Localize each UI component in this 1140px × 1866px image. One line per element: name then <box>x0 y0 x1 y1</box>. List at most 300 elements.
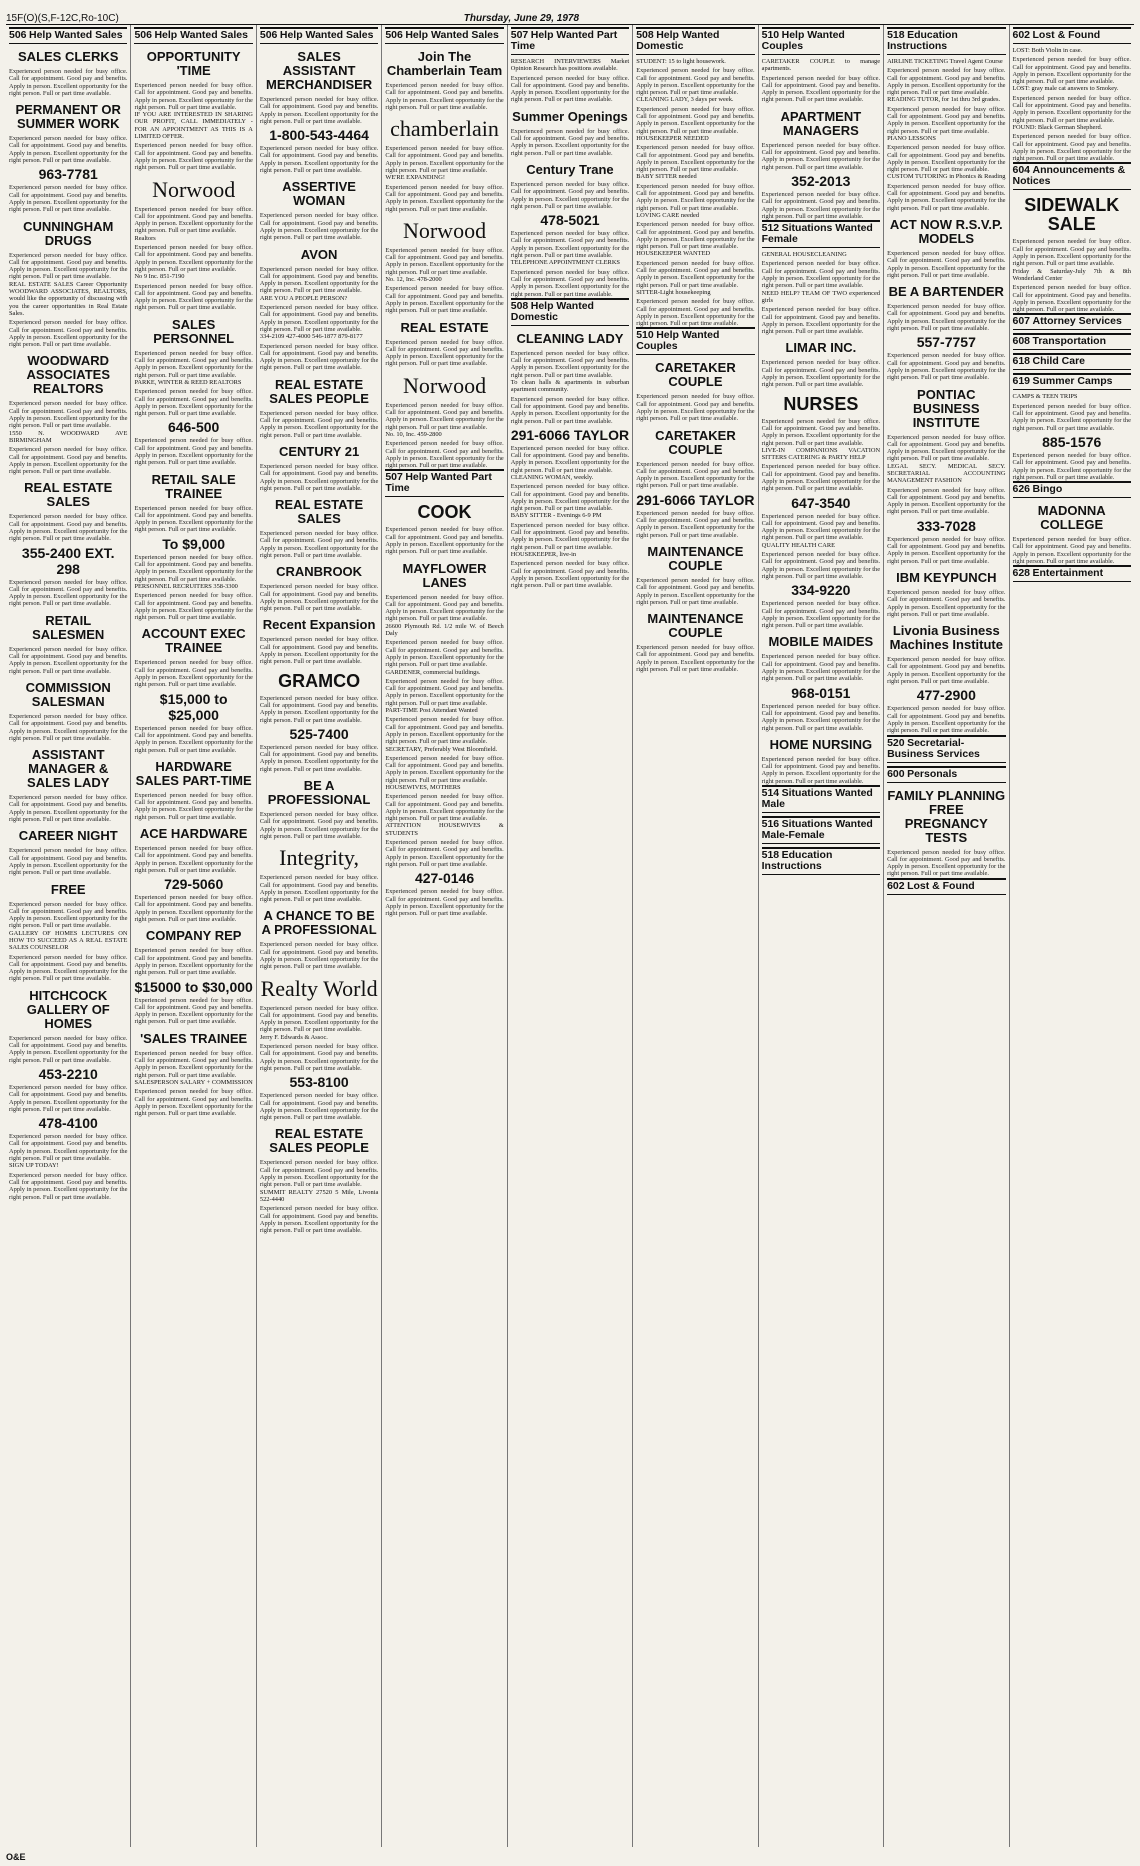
ad-body: Experienced person needed for busy office. Call for appointment. Good pay and benefits. Apply in person. Excellent opportunity for the right person. Full or part time available. <box>1012 284 1131 314</box>
column-8 <box>884 25 1009 1847</box>
ad-logo-text: Norwood <box>402 372 487 398</box>
section-title: Secretarial-Business Services <box>887 736 980 760</box>
ad-headline: COMPANY REP <box>145 928 242 944</box>
ad-phone: 963-7781 <box>38 166 98 183</box>
ad-body: Experienced person needed for busy office. Call for appointment. Good pay and benefits. Apply in person. Excellent opportunity for the right person. Full or part time available. <box>9 513 128 543</box>
section-header <box>887 766 1005 783</box>
ad-headline: CARETAKER COUPLE <box>655 427 736 457</box>
ad-phone: 477-2900 <box>916 687 976 704</box>
section-title: Help Wanted Couples <box>636 329 720 353</box>
section-title: Lost & Found <box>907 879 975 892</box>
ad-body: Experienced person needed for busy office. Call for appointment. Good pay and benefits. Apply in person. Excellent opportunity for the right person. Full or part time available. <box>259 941 379 971</box>
ad-body: Experienced person needed for busy office. Call for appointment. Good pay and benefits. Apply in person. Excellent opportunity for the right person. Full or part time available. <box>134 437 253 467</box>
section-header <box>134 27 252 44</box>
ad-body: Experienced person needed for busy office. Call for appointment. Good pay and benefits. Apply in person. Excellent opportunity for the right person. Full or part time available. <box>9 712 128 742</box>
section-number: 518 <box>887 29 905 41</box>
section-header <box>1013 373 1131 390</box>
ad-headline: APARTMENT MANAGERS <box>780 108 862 138</box>
ad-body: Experienced person needed for busy office. Call for appointment. Good pay and benefits. Apply in person. Excellent opportunity for the right person. Full or part time available. <box>636 644 755 674</box>
ad-headline: REAL ESTATE SALES PEOPLE <box>269 376 369 406</box>
section-title: Transportation <box>1032 335 1107 348</box>
footer-code: O&E <box>6 1852 26 1862</box>
ad-body: Experienced person needed for busy office. Call for appointment. Good pay and benefits. Apply in person. Excellent opportunity for the right person. Full or part time available. <box>134 1088 253 1118</box>
ad-phone: 525-7400 <box>289 725 349 742</box>
ad-body: Experienced person needed for busy office. Call for appointment. Good pay and benefits. Apply in person. Excellent opportunity for the right person. Full or part time available. <box>510 127 630 157</box>
ad-headline: 'SALES TRAINEE <box>140 1030 248 1046</box>
ad-body: Experienced person needed for busy office. Call for appointment. Good pay and benefits. Apply in person. Excellent opportunity for the right person. Full or part time available. <box>510 180 630 210</box>
ad-headline: SALES ASSISTANT MERCHANDISER <box>266 49 373 92</box>
ad-text: No. 12, Inc. 478-2000 <box>385 276 442 284</box>
ad-logo-text: Norwood <box>402 217 487 243</box>
section-number: 604 <box>1012 164 1031 177</box>
section-number: 619 <box>1012 375 1031 388</box>
ad-text: LOST: Both Violin in case. <box>1012 47 1083 54</box>
ad-body: Experienced person needed for busy office. Call for appointment. Good pay and benefits. Apply in person. Excellent opportunity for the right person. Full or part time available. <box>1012 536 1131 565</box>
ad-phone: 333-7028 <box>916 517 976 534</box>
ad-headline: MAINTENANCE COUPLE <box>647 611 744 641</box>
section-header <box>1013 481 1131 498</box>
ad-text: 334-2109 427-4000 546-1877 879-8177 <box>259 333 363 341</box>
ad-body: Experienced person needed for busy office. Call for appointment. Good pay and benefits. Apply in person. Excellent opportunity for the right person. Full or part time available. <box>887 144 1006 174</box>
section-header <box>1013 333 1131 350</box>
section-header <box>636 327 754 355</box>
ad-headline: PERMANENT OR SUMMER WORK <box>15 102 121 132</box>
ad-text: CLEANING LADY, 3 days per week. <box>636 96 734 104</box>
ad-body: Experienced person needed for busy office. Call for appointment. Good pay and benefits. Apply in person. Excellent opportunity for the right person. Full or part time available. <box>134 1049 253 1079</box>
ad-text: Friday & Saturday-July 7th & 8th Wonderland Center <box>1012 267 1131 282</box>
ad-body: Experienced person needed for busy office. Call for appointment. Good pay and benefits. Apply in person. Excellent opportunity for the right person. Full or part time available. <box>510 74 630 104</box>
ad-body: Experienced person needed for busy office. Call for appointment. Good pay and benefits. Apply in person. Excellent opportunity for the right person. Full or part time available. <box>385 888 504 918</box>
ad-text: TELEPHONE APPOINTMENT CLERKS <box>510 259 620 267</box>
ad-text: HOUSEKEEPER, live-in <box>510 550 577 558</box>
ad-body: Experienced person needed for busy office. Call for appointment. Good pay and benefits. Apply in person. Excellent opportunity for the right person. Full or part time available. <box>134 244 253 273</box>
ad-body: Experienced person needed for busy office. Call for appointment. Good pay and benefits. Apply in person. Excellent opportunity for the right person. Full or part time available. <box>134 142 253 172</box>
ad-logo-text: Integrity, <box>279 845 359 871</box>
ad-body: Experienced person needed for busy office. Call for appointment. Good pay and benefits. Apply in person. Excellent opportunity for the right person. Full or part time available. <box>385 839 504 868</box>
ad-text: READING TUTOR, for 1st thru 3rd grades. <box>887 96 1001 104</box>
ad-body: Experienced person needed for busy office. Call for appointment. Good pay and benefits. Apply in person. Excellent opportunity for the right person. Full or part time available. <box>510 483 630 513</box>
ad-body: Experienced person needed for busy office. Call for appointment. Good pay and benefits. Apply in person. Excellent opportunity for the right person. Full or part time available. <box>9 953 128 983</box>
ad-body: Experienced person needed for busy office. Call for appointment. Good pay and benefits. Apply in person. Excellent opportunity for the right person. Full or part time available. <box>385 716 504 746</box>
ad-body: Experienced person needed for busy office. Call for appointment. Good pay and benefits. Apply in person. Excellent opportunity for the right person. Full or part time available. <box>134 592 253 622</box>
edition-code: 15F(O)(S,F-12C,Ro-10C) <box>6 13 119 24</box>
section-number: 506 <box>259 29 278 41</box>
ad-headline: Recent Expansion <box>262 617 376 633</box>
ad-phone: 968-0151 <box>791 684 851 701</box>
column-9 <box>1010 25 1134 1847</box>
ad-body: Experienced person needed for busy office. Call for appointment. Good pay and benefits. Apply in person. Excellent opportunity for the right person. Full or part time available. <box>887 352 1006 382</box>
ad-text: AIRLINE TICKETING Travel Agent Course <box>887 58 1003 65</box>
section-header <box>1013 162 1131 190</box>
ad-body: Experienced person needed for busy office. Call for appointment. Good pay and benefits. Apply in person. Excellent opportunity for the right person. Full or part time available. <box>636 67 755 97</box>
ad-body: Experienced person needed for busy office. Call for appointment. Good pay and benefits. Apply in person. Excellent opportunity for the right person. Full or part time available. <box>259 874 379 904</box>
section-header <box>511 27 629 55</box>
section-title: Help Wanted Part Time <box>510 29 618 52</box>
ad-body: Experienced person needed for busy office. Call for appointment. Good pay and benefits. Apply in person. Excellent opportunity for the right person. Full or part time available. <box>9 1083 128 1113</box>
section-title: Personals <box>907 767 958 780</box>
ad-body: Experienced person needed for busy office. Call for appointment. Good pay and benefits. Apply in person. Excellent opportunity for the right person. Full or part time available. <box>9 847 128 877</box>
ad-text: No 9 Inc. 851-7190 <box>134 273 185 281</box>
ad-body: Experienced person needed for busy office. Call for appointment. Good pay and benefits. Apply in person. Excellent opportunity for the right person. Full or part time available. <box>9 68 128 97</box>
ad-headline: ACE HARDWARE <box>139 826 248 841</box>
ad-text: SALESPERSON SALARY + COMMISSION <box>134 1078 253 1086</box>
ad-body: Experienced person needed for busy office. Call for appointment. Good pay and benefits. Apply in person. Excellent opportunity for the right person. Full or part time available. <box>636 576 755 606</box>
ad-body: Experienced person needed for busy office. Call for appointment. Good pay and benefits. Apply in person. Excellent opportunity for the right person. Full or part time available. <box>9 1133 128 1163</box>
ad-headline: Century Trane <box>526 161 614 177</box>
ad-body: Experienced person needed for busy office. Call for appointment. Good pay and benefits. Apply in person. Excellent opportunity for the right person. Full or part time available. <box>259 1004 379 1034</box>
section-header <box>887 27 1005 55</box>
ad-text: QUALITY HEALTH CARE <box>761 541 835 549</box>
ad-body: Experienced person needed for busy office. Call for appointment. Good pay and benefits. Apply in person. Excellent opportunity for the right person. Full or part time available. <box>259 265 379 295</box>
column-3 <box>257 25 382 1847</box>
ad-body: Experienced person needed for busy office. Call for appointment. Good pay and benefits. Apply in person. Excellent opportunity for the right person. Full or part time available. <box>9 446 128 476</box>
ad-headline: LIMAR INC. <box>785 340 857 356</box>
ad-body: Experienced person needed for busy office. Call for appointment. Good pay and benefits. Apply in person. Excellent opportunity for the right person. Full or part time available. <box>385 754 504 784</box>
section-number: 608 <box>1012 335 1031 348</box>
section-header <box>762 816 880 844</box>
section-header <box>762 847 880 875</box>
section-title: Help Wanted Sales <box>279 29 374 41</box>
section-number: 600 <box>887 767 905 780</box>
ad-headline: NURSES <box>783 393 859 414</box>
ad-body: Experienced person needed for busy office. Call for appointment. Good pay and benefits. Apply in person. Excellent opportunity for the right person. Full or part time available. <box>259 743 379 773</box>
section-number: 514 <box>761 787 780 799</box>
section-title: Education Instructions <box>761 849 833 872</box>
ad-body: Experienced person needed for busy office. Call for appointment. Good pay and benefits. Apply in person. Excellent opportunity for the right person. Full or part time available. <box>385 183 504 213</box>
classified-columns <box>6 25 1134 1847</box>
section-title: Situations Wanted Female <box>761 222 873 246</box>
ad-body: Experienced person needed for busy office. Call for appointment. Good pay and benefits. Apply in person. Excellent opportunity for the right person. Full or part time available. <box>761 755 881 785</box>
ad-body: Experienced person needed for busy office. Call for appointment. Good pay and benefits. Apply in person. Excellent opportunity for the right person. Full or part time available. <box>1012 94 1131 124</box>
ad-phone: 647-3540 <box>791 494 851 511</box>
ad-body: Experienced person needed for busy office. Call for appointment. Good pay and benefits. Apply in person. Excellent opportunity for the right person. Full or part time available. <box>1012 56 1131 86</box>
ad-text: NEED HELP? TEAM OF TWO experienced girls <box>761 289 881 304</box>
ad-text: BABY SITTER needed <box>636 173 697 181</box>
section-number: 516 <box>761 818 780 830</box>
ad-headline: FREE <box>50 881 86 897</box>
ad-body: Experienced person needed for busy office. Call for appointment. Good pay and benefits. Apply in person. Excellent opportunity for the right person. Full or part time available. <box>510 521 630 551</box>
ad-phone: $15000 to $30,000 <box>134 978 253 995</box>
ad-text: CAMPS & TEEN TRIPS <box>1012 393 1078 401</box>
ad-body: Experienced person needed for busy office. Call for appointment. Good pay and benefits. Apply in person. Excellent opportunity for the right person. Full or part time available. <box>385 677 504 707</box>
ad-body: Experienced person needed for busy office. Call for appointment. Good pay and benefits. Apply in person. Excellent opportunity for the right person. Full or part time available. <box>510 395 630 425</box>
ad-body: Experienced person needed for busy office. Call for appointment. Good pay and benefits. Apply in person. Excellent opportunity for the right person. Full or part time available. <box>259 1205 379 1235</box>
ad-text: SITTER-Light housekeeping <box>636 288 711 296</box>
ad-text: SUMMIT REALTY 27520 5 Mile, Livonia 522-4440 <box>259 1188 379 1203</box>
section-header <box>1013 313 1131 330</box>
column-5 <box>508 25 633 1847</box>
ad-body: Experienced person needed for busy office. Call for appointment. Good pay and benefits. Apply in person. Excellent opportunity for the right person. Full or part time available. <box>134 282 253 312</box>
section-number: 602 <box>887 879 905 892</box>
ad-text: ARE YOU A PEOPLE PERSON? <box>259 294 348 302</box>
ad-body: Experienced person needed for busy office. Call for appointment. Good pay and benefits. Apply in person. Excellent opportunity for the right person. Full or part time available. <box>259 462 379 492</box>
ad-headline: REAL ESTATE SALES PEOPLE <box>269 1126 369 1156</box>
ad-body: Experienced person needed for busy office. Call for appointment. Good pay and benefits. Apply in person. Excellent opportunity for the right person. Full or part time available. <box>761 551 881 580</box>
section-title: Entertainment <box>1032 567 1104 580</box>
ad-body: Experienced person needed for busy office. Call for appointment. Good pay and benefits. Apply in person. Excellent opportunity for the right person. Full or part time available. <box>259 342 379 372</box>
ad-body: Experienced person needed for busy office. Call for appointment. Good pay and benefits. Apply in person. Excellent opportunity for the right person. Full or part time available. <box>134 845 253 874</box>
ad-body: Experienced person needed for busy office. Call for appointment. Good pay and benefits. Apply in person. Excellent opportunity for the right person. Full or part time available. <box>636 259 755 289</box>
ad-body: Experienced person needed for busy office. Call for appointment. Good pay and benefits. Apply in person. Excellent opportunity for the right person. Full or part time available. <box>259 1159 379 1189</box>
ad-body: Experienced person needed for busy office. Call for appointment. Good pay and benefits. Apply in person. Excellent opportunity for the right person. Full or part time available. <box>9 184 128 214</box>
column-4 <box>382 25 507 1847</box>
ad-phone: 478-4100 <box>38 1115 98 1132</box>
ad-text: LEGAL SECY. MEDICAL SECY. SECRETARIAL ACCOUNTING MANAGEMENT FASHION <box>887 462 1006 485</box>
ad-headline: MADONNA COLLEGE <box>1037 503 1106 533</box>
section-title: Help Wanted Domestic <box>636 29 720 52</box>
section-number: 628 <box>1012 567 1031 580</box>
ad-body: Experienced person needed for busy office. Call for appointment. Good pay and benefits. Apply in person. Excellent opportunity for the right person. Full or part time available. <box>887 486 1006 516</box>
section-number: 518 <box>761 849 780 861</box>
ad-text: 26600 Plymouth Rd. 1/2 mile W. of Beech Daly <box>385 622 504 638</box>
ad-body: Experienced person needed for busy office. Call for appointment. Good pay and benefits. Apply in person. Excellent opportunity for the right person. Full or part time available. <box>761 512 881 542</box>
ad-body: Experienced person needed for busy office. Call for appointment. Good pay and benefits. Apply in person. Excellent opportunity for the right person. Full or part time available. <box>510 349 630 379</box>
masthead <box>6 4 1134 25</box>
section-number: 507 <box>510 29 529 41</box>
ad-text: To clean halls & apartments in suburban apartment community. <box>510 379 630 394</box>
ad-body: Experienced person needed for busy office. Call for appointment. Good pay and benefits. Apply in person. Excellent opportunity for the right person. Full or part time available. <box>259 1092 379 1122</box>
ad-text: PARKE, WINTER & REED REALTORS <box>134 378 242 386</box>
ad-headline: ASSISTANT MANAGER & SALES LADY <box>27 747 110 791</box>
ad-logo-text: Norwood <box>152 176 236 202</box>
ad-phone: $15,000 to $25,000 <box>159 690 228 723</box>
ad-headline: SALES CLERKS <box>18 49 119 64</box>
ad-body: Experienced person needed for busy office. Call for appointment. Good pay and benefits. Apply in person. Excellent opportunity for the right person. Full or part time available. <box>134 205 253 235</box>
ad-phone: 729-5060 <box>164 876 224 893</box>
ad-text: ATTENTION HOUSEWIVES & STUDENTS <box>385 822 504 837</box>
ad-body: Experienced person needed for busy office. Call for appointment. Good pay and benefits. Apply in person. Excellent opportunity for the right person. Full or part time available. <box>259 96 379 125</box>
ad-body: Experienced person needed for busy office. Call for appointment. Good pay and benefits. Apply in person. Excellent opportunity for the right person. Full or part time available. <box>259 304 379 333</box>
section-header <box>1013 353 1131 370</box>
ad-body: Experienced person needed for busy office. Call for appointment. Good pay and benefits. Apply in person. Excellent opportunity for the right person. Full or part time available. <box>887 105 1006 135</box>
column-1 <box>6 25 131 1847</box>
ad-body: Experienced person needed for busy office. Call for appointment. Good pay and benefits. Apply in person. Excellent opportunity for the right person. Full or part time available. <box>761 702 881 732</box>
ad-phone: 355-2400 EXT. 298 <box>21 544 115 577</box>
ad-headline: COOK <box>417 502 472 523</box>
ad-body: Experienced person needed for busy office. Call for appointment. Good pay and benefits. Apply in person. Excellent opportunity for the right person. Full or part time available. <box>761 306 881 336</box>
section-number: 506 <box>385 29 403 41</box>
ad-body: Experienced person needed for busy office. Call for appointment. Good pay and benefits. Apply in person. Excellent opportunity for the right person. Full or part time available. <box>1012 133 1131 163</box>
section-number: 506 <box>9 29 27 41</box>
ad-text: LOVING CARE needed <box>636 211 700 219</box>
ad-body: Experienced person needed for busy office. Call for appointment. Good pay and benefits. Apply in person. Excellent opportunity for the right person. Full or part time available. <box>385 246 504 276</box>
ad-headline: ASSERTIVE WOMAN <box>282 179 356 209</box>
section-number: 626 <box>1012 483 1031 496</box>
ad-body: Experienced person needed for busy office. Call for appointment. Good pay and benefits. Apply in person. Excellent opportunity for the right person. Full or part time available. <box>385 285 504 315</box>
ad-phone: 553-8100 <box>289 1074 349 1091</box>
column-6 <box>633 25 758 1847</box>
ad-headline: ACT NOW R.S.V.P. MODELS <box>889 216 1003 246</box>
ad-phone: 1-800-543-4464 <box>269 127 369 144</box>
ad-phone: 334-9220 <box>791 582 851 599</box>
ad-headline: HOME NURSING <box>769 736 873 752</box>
ad-phone: 427-0146 <box>414 870 475 887</box>
ad-phone: 478-5021 <box>540 212 600 229</box>
ad-body: Experienced person needed for busy office. Call for appointment. Good pay and benefits. Apply in person. Excellent opportunity for the right person. Full or part time available. <box>761 141 881 171</box>
ad-phone: 557-7757 <box>916 334 976 351</box>
ad-text: GALLERY OF HOMES LECTURES ON HOW TO SUCCEED AS A REAL ESTATE SALES COUNSELOR <box>9 929 128 952</box>
ad-headline: OPPORTUNITY 'TIME <box>146 49 241 78</box>
section-number: 618 <box>1012 355 1031 368</box>
ad-body: Experienced person needed for busy office. Call for appointment. Good pay and benefits. Apply in person. Excellent opportunity for the right person. Full or part time available. <box>887 249 1006 279</box>
ad-headline: GRAMCO <box>278 670 361 691</box>
ad-body: Experienced person needed for busy office. Call for appointment. Good pay and benefits. Apply in person. Excellent opportunity for the right person. Full or part time available. <box>636 298 755 328</box>
ad-headline: MOBILE MAIDES <box>768 634 874 650</box>
ad-body: Experienced person needed for busy office. Call for appointment. Good pay and benefits. Apply in person. Excellent opportunity for the right person. Full or part time available. <box>1012 402 1131 432</box>
ad-text: Jerry F. Edwards & Assoc. <box>259 1033 328 1041</box>
section-title: Summer Camps <box>1032 375 1113 388</box>
ad-body: Experienced person needed for busy office. Call for appointment. Good pay and benefits. Apply in person. Excellent opportunity for the right person. Full or part time available. <box>9 1034 128 1064</box>
section-header <box>1013 565 1131 582</box>
ad-body: Experienced person needed for busy office. Call for appointment. Good pay and benefits. Apply in person. Excellent opportunity for the right person. Full or part time available. <box>761 463 881 493</box>
ad-phone: 646-500 <box>167 419 220 436</box>
ad-body: Experienced person needed for busy office. Call for appointment. Good pay and benefits. Apply in person. Excellent opportunity for the right person. Full or part time available. <box>636 105 755 135</box>
section-title: Child Care <box>1032 355 1086 368</box>
ad-text: FOUND: Black German Shepherd. <box>1012 123 1103 131</box>
section-number: 607 <box>1012 315 1031 328</box>
ad-phone: 885-1576 <box>1042 433 1102 450</box>
section-title: Lost & Found <box>1032 29 1101 41</box>
ad-body: Experienced person needed for busy office. Call for appointment. Good pay and benefits. Apply in person. Excellent opportunity for the right person. Full or part time available. <box>134 349 253 379</box>
section-header <box>9 27 127 44</box>
ad-body: Experienced person needed for busy office. Call for appointment. Good pay and benefits. Apply in person. Excellent opportunity for the right person. Full or part time available. <box>887 303 1006 333</box>
ad-body: Experienced person needed for busy office. Call for appointment. Good pay and benefits. Apply in person. Excellent opportunity for the right person. Full or part time available. <box>636 460 755 490</box>
section-header <box>887 878 1005 895</box>
ad-text: GARDENER, commercial buildings. <box>385 668 481 676</box>
ad-body: Experienced person needed for busy office. Call for appointment. Good pay and benefits. Apply in person. Excellent opportunity for the right person. Full or part time available. <box>9 400 128 430</box>
ad-body: Experienced person needed for busy office. Call for appointment. Good pay and benefits. Apply in person. Excellent opportunity for the right person. Full or part time available. <box>761 190 881 220</box>
ad-text: LIVE-IN COMPANIONS VACATION SITTERS CATERING & PARTY HELP <box>761 446 881 462</box>
ad-body: Experienced person needed for busy office. Call for appointment. Good pay and benefits. Apply in person. Excellent opportunity for the right person. Full or part time available. <box>9 794 128 824</box>
section-title: Situations Wanted Male <box>761 787 873 810</box>
ad-body: Experienced person needed for busy office. Call for appointment. Good pay and benefits. Apply in person. Excellent opportunity for the right person. Full or part time available. <box>134 82 253 111</box>
ad-body: Experienced person needed for busy office. Call for appointment. Good pay and benefits. Apply in person. Excellent opportunity for the right person. Full or part time available. <box>887 182 1006 212</box>
ad-headline: CENTURY 21 <box>278 443 360 459</box>
ad-headline: CRANBROOK <box>276 564 363 580</box>
ad-body: Experienced person needed for busy office. Call for appointment. Good pay and benefits. Apply in person. Excellent opportunity for the right person. Full or part time available. <box>259 694 379 724</box>
ad-body: Experienced person needed for busy office. Call for appointment. Good pay and benefits. Apply in person. Excellent opportunity for the right person. Full or part time available. <box>259 583 379 613</box>
ad-headline: A CHANCE TO BE A PROFESSIONAL <box>261 908 377 938</box>
ad-body: Experienced person needed for busy office. Call for appointment. Good pay and benefits. Apply in person. Excellent opportunity for the right person. Full or part time available. <box>636 182 755 212</box>
ad-body: Experienced person needed for busy office. Call for appointment. Good pay and benefits. Apply in person. Excellent opportunity for the right person. Full or part time available. <box>134 947 253 977</box>
ad-headline: IBM KEYPUNCH <box>896 569 997 585</box>
ad-body: Experienced person needed for busy office. Call for appointment. Good pay and benefits. Apply in person. Excellent opportunity for the right person. Full or part time available. <box>636 393 755 423</box>
section-title: Help Wanted Part Time <box>385 471 492 495</box>
ad-text: No. 10, Inc. 459-2800 <box>385 430 442 438</box>
section-title: Help Wanted Sales <box>154 29 248 41</box>
ad-body: Experienced person needed for busy office. Call for appointment. Good pay and benefits. Apply in person. Excellent opportunity for the right person. Full or part time available. <box>259 1043 379 1072</box>
column-7 <box>759 25 884 1847</box>
ad-body: Experienced person needed for busy office. Call for appointment. Good pay and benefits. Apply in person. Excellent opportunity for the right person. Full or part time available. <box>9 319 128 349</box>
ad-text: LOST: gray male cat answers to Smokey. <box>1012 85 1119 93</box>
section-title: Help Wanted Sales <box>29 29 123 41</box>
section-title: Attorney Services <box>1032 315 1122 328</box>
ad-body: Experienced person needed for busy office. Call for appointment. Good pay and benefits. Apply in person. Excellent opportunity for the right person. Full or part time available. <box>259 636 379 666</box>
ad-text: PIANO LESSONS <box>887 134 936 142</box>
ad-text: BABY SITTER - Evenings 6-9 PM <box>510 512 602 520</box>
section-number: 602 <box>1012 29 1031 41</box>
section-header <box>762 220 880 248</box>
ad-body: Experienced person needed for busy office. Call for appointment. Good pay and benefits. Apply in person. Excellent opportunity for the right person. Full or part time available. <box>259 811 379 840</box>
ad-phone: 291-6066 TAYLOR <box>510 426 630 443</box>
ad-body: Experienced person needed for busy office. Call for appointment. Good pay and benefits. Apply in person. Excellent opportunity for the right person. Full or part time available. <box>259 530 379 559</box>
section-header <box>260 27 378 44</box>
ad-body: Experienced person needed for busy office. Call for appointment. Good pay and benefits. Apply in person. Excellent opportunity for the right person. Full or part time available. <box>887 656 1006 686</box>
section-number: 510 <box>761 29 780 41</box>
ad-headline: REAL ESTATE <box>400 319 489 335</box>
ad-body: Experienced person needed for busy office. Call for appointment. Good pay and benefits. Apply in person. Excellent opportunity for the right person. Full or part time available. <box>385 440 504 470</box>
ad-body: Experienced person needed for busy office. Call for appointment. Good pay and benefits. Apply in person. Excellent opportunity for the right person. Full or part time available. <box>636 509 755 539</box>
ad-body: Experienced person needed for busy office. Call for appointment. Good pay and benefits. Apply in person. Excellent opportunity for the right person. Full or part time available. <box>385 401 504 431</box>
ad-text: RESEARCH INTERVIEWERS Market Opinion Research has positions available. <box>510 58 630 73</box>
ad-headline: SALES PERSONNEL <box>153 316 235 346</box>
ad-body: Experienced person needed for busy office. Call for appointment. Good pay and benefits. Apply in person. Excellent opportunity for the right person. Full or part time available. <box>9 645 128 675</box>
ad-body: Experienced person needed for busy office. Call for appointment. Good pay and benefits. Apply in person. Excellent opportunity for the right person. Full or part time available. <box>887 433 1006 463</box>
ad-logo-text: chamberlain <box>390 116 499 142</box>
ad-body: Experienced person needed for busy office. Call for appointment. Good pay and benefits. Apply in person. Excellent opportunity for the right person. Full or part time available. <box>887 67 1006 97</box>
ad-body: Experienced person needed for busy office. Call for appointment. Good pay and benefits. Apply in person. Excellent opportunity for the right person. Full or part time available. <box>761 600 881 630</box>
ad-body: Experienced person needed for busy office. Call for appointment. Good pay and benefits. Apply in person. Excellent opportunity for the right person. Full or part time available. <box>134 659 253 689</box>
ad-body: Experienced person needed for busy office. Call for appointment. Good pay and benefits. Apply in person. Excellent opportunity for the right person. Full or part time available. <box>385 338 504 368</box>
ad-body: Experienced person needed for busy office. Call for appointment. Good pay and benefits. Apply in person. Excellent opportunity for the right person. Full or part time available. <box>9 900 128 930</box>
ad-phone: 291-6066 TAYLOR <box>636 491 755 508</box>
ad-text: CARETAKER COUPLE to manage apartments. <box>761 58 881 73</box>
ad-body: Experienced person needed for busy office. Call for appointment. Good pay and benefits. Apply in person. Excellent opportunity for the right person. Full or part time available. <box>134 504 253 534</box>
section-header <box>887 735 1005 763</box>
ad-headline: WOODWARD ASSOCIATES REALTORS <box>26 353 110 397</box>
ad-text: Realtors <box>134 234 156 242</box>
ad-body: Experienced person needed for busy office. Call for appointment. Good pay and benefits. Apply in person. Excellent opportunity for the right person. Full or part time available. <box>510 230 630 260</box>
section-title: Help Wanted Couples <box>761 29 845 52</box>
ad-headline: REAL ESTATE SALES <box>24 480 113 510</box>
ad-headline: PONTIAC BUSINESS INSTITUTE <box>912 386 980 430</box>
column-2 <box>131 25 256 1847</box>
ad-headline: BE A PROFESSIONAL <box>267 778 371 808</box>
ad-headline: RETAIL SALE TRAINEE <box>151 471 236 501</box>
ad-body: Experienced person needed for busy office. Call for appointment. Good pay and benefits. Apply in person. Excellent opportunity for the right person. Full or part time available. <box>761 653 881 683</box>
ad-body: Experienced person needed for busy office. Call for appointment. Good pay and benefits. Apply in person. Excellent opportunity for the right person. Full or part time available. <box>134 553 253 583</box>
ad-text: REAL ESTATE SALES Career Opportunity WOODWARD ASSOCIATES, REALTORS, would like the opportunity of discussing with you the career opportunities in Real Estate Sales. <box>9 280 128 317</box>
ad-text: HOUSEKEEPER WANTED <box>636 250 711 258</box>
ad-headline: ACCOUNT EXEC TRAINEE <box>141 626 246 656</box>
ad-headline: COMMISSION SALESMAN <box>25 679 111 709</box>
ad-text: HOUSEKEEPER NEEDED <box>636 134 709 142</box>
ad-text: CLEANING WOMAN, weekly. <box>510 473 594 481</box>
section-number: 508 <box>510 299 529 312</box>
ad-body: Experienced person needed for busy office. Call for appointment. Good pay and benefits. Apply in person. Excellent opportunity for the right person. Full or part time available. <box>259 409 379 439</box>
ad-body: Experienced person needed for busy office. Call for appointment. Good pay and benefits. Apply in person. Excellent opportunity for the right person. Full or part time available. <box>636 221 755 251</box>
ad-body: Experienced person needed for busy office. Call for appointment. Good pay and benefits. Apply in person. Excellent opportunity for the right person. Full or part time available. <box>134 791 253 821</box>
section-header <box>636 27 754 55</box>
ad-body: Experienced person needed for busy office. Call for appointment. Good pay and benefits. Apply in person. Excellent opportunity for the right person. Full or part time available. <box>385 526 504 556</box>
ad-headline: Livonia Business Machines Institute <box>889 623 1003 653</box>
ad-body: Experienced person needed for busy office. Call for appointment. Good pay and benefits. Apply in person. Excellent opportunity for the right person. Full or part time available. <box>134 996 253 1026</box>
ad-body: Experienced person needed for busy office. Call for appointment. Good pay and benefits. Apply in person. Excellent opportunity for the right person. Full or part time available. <box>385 82 504 111</box>
section-title: Help Wanted Sales <box>405 29 499 41</box>
ad-text: CUSTOM TUTORING in Phonics & Reading <box>887 173 1006 181</box>
ad-body: Experienced person needed for busy office. Call for appointment. Good pay and benefits. Apply in person. Excellent opportunity for the right person. Full or part time available. <box>761 359 881 389</box>
section-number: 508 <box>636 29 654 41</box>
ad-headline: CAREER NIGHT <box>18 828 118 844</box>
ad-body: Experienced person needed for busy office. Call for appointment. Good pay and benefits. Apply in person. Excellent opportunity for the right person. Full or part time available. <box>134 724 253 754</box>
ad-body: Experienced person needed for busy office. Call for appointment. Good pay and benefits. Apply in person. Excellent opportunity for the right person. Full or part time available. <box>510 560 630 590</box>
ad-body: Experienced person needed for busy office. Call for appointment. Good pay and benefits. Apply in person. Excellent opportunity for the right person. Full or part time available. <box>1012 238 1131 268</box>
ad-headline: RETAIL SALESMEN <box>32 612 105 642</box>
section-header <box>385 27 503 44</box>
ad-text: STUDENT: 15 to light housework. <box>636 58 726 65</box>
section-number: 510 <box>636 329 654 342</box>
section-header <box>762 27 880 55</box>
